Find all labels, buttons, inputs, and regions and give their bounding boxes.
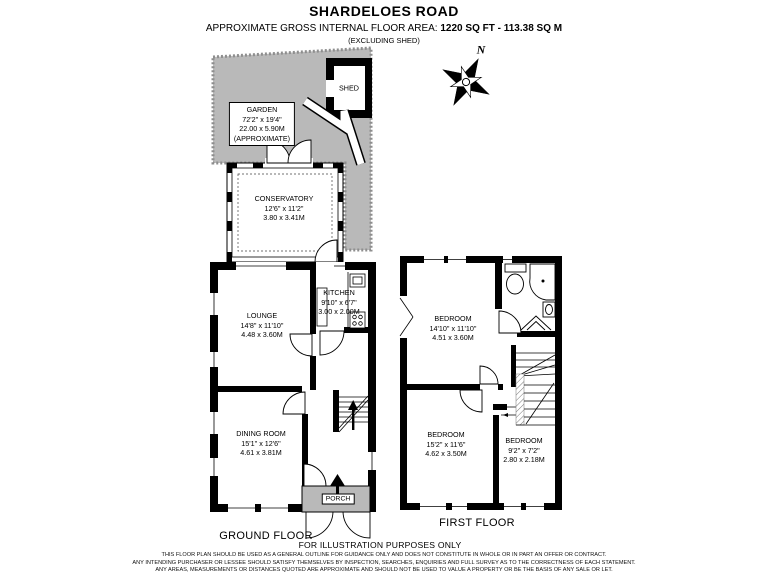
- bath-icon: [530, 264, 555, 300]
- room-name: KITCHEN: [323, 287, 355, 297]
- bedroom1-label: [430, 314, 477, 343]
- ground-floor-label: GROUND FLOOR: [219, 530, 313, 542]
- bedroom3-label: [503, 436, 545, 465]
- kitchen-label: [318, 288, 360, 317]
- room-dims-imperial: 9'2" x 7'2": [508, 445, 540, 455]
- header: [0, 0, 768, 45]
- room-name: BEDROOM: [505, 435, 543, 445]
- room-dims-imperial: 14'10" x 11'10": [429, 323, 477, 333]
- first-floor-structure: [400, 256, 562, 510]
- room-dims-imperial: 12'6" x 11'2": [264, 203, 304, 213]
- room-dims-metric: 4.62 x 3.50M: [425, 448, 467, 458]
- garden-name: GARDEN: [246, 105, 278, 114]
- room-name: BEDROOM: [427, 429, 465, 439]
- room-dims-metric: 4.48 x 3.60M: [241, 329, 283, 339]
- garden-dims-metric: 22.00 x 5.90M: [239, 124, 285, 133]
- floor-area-line: [0, 23, 768, 34]
- room-dims-imperial: 14'8" x 11'10": [240, 320, 284, 330]
- sink-icon: [350, 274, 365, 287]
- garden-dims-imperial: 72'2" x 19'4": [242, 114, 282, 124]
- room-dims-metric: 4.61 x 3.81M: [240, 447, 282, 457]
- illustration-note: FOR ILLUSTRATION PURPOSES ONLY: [298, 540, 462, 550]
- room-dims-imperial: 15'2" x 11'6": [426, 439, 466, 449]
- room-dims-imperial: 9'10" x 6'7": [321, 297, 357, 307]
- room-dims-imperial: 15'1" x 12'6": [241, 438, 281, 448]
- conservatory-label: [255, 194, 314, 223]
- page-title: SHARDELOES ROAD: [309, 3, 459, 19]
- wash-basin-icon: [543, 302, 555, 317]
- garden-note: (APPROXIMATE): [233, 133, 291, 143]
- disclaimer-line-1: THIS FLOOR PLAN SHOULD BE USED AS A GENERAL OUTLINE FOR GUIDANCE ONLY AND DOES NOT CONSTITUTE IN WHOLE OR IN PART AN OFFER OR CONTRACT.: [161, 552, 607, 558]
- room-dims-metric: 3.80 x 3.41M: [263, 212, 305, 222]
- room-dims-metric: 4.51 x 3.60M: [432, 332, 474, 342]
- toilet-icon: [505, 264, 526, 294]
- bedroom2-label: [425, 430, 467, 459]
- room-name: CONSERVATORY: [254, 193, 314, 203]
- compass-north-label: N: [476, 42, 486, 57]
- room-name: LOUNGE: [246, 310, 278, 320]
- room-dims-metric: 3.00 x 2.00M: [318, 306, 360, 316]
- ground-stairs: [339, 396, 368, 432]
- disclaimer-line-3: ANY AREAS, MEASUREMENTS OR DISTANCES QUOTED ARE APPROXIMATE AND SHOULD NOT BE USED TO VALUE A PROPERTY OR BE THE BASIS OF ANY SALE OR LET.: [155, 567, 613, 573]
- floor-area-note: (EXCLUDING SHED): [348, 36, 420, 45]
- disclaimer-line-2: ANY INTENDING PURCHASER OR LESSEE SHOULD SATISFY THEMSELVES BY INSPECTION, SEARCHES, ENQUIRIES AND FULL SURVEY AS TO THE CORRECTNESS OF EACH STATEMENT.: [132, 559, 636, 566]
- room-name: BEDROOM: [434, 313, 472, 323]
- cupboard-icon: [521, 316, 551, 330]
- shed-label: SHED: [339, 83, 359, 93]
- room-dims-metric: 2.80 x 2.18M: [503, 454, 545, 464]
- floor-area-label: APPROXIMATE GROSS INTERNAL FLOOR AREA:: [205, 23, 438, 34]
- lounge-label: [241, 311, 284, 340]
- dining-room-label: [236, 429, 286, 458]
- floor-area-value: 1220 SQ FT - 113.38 SQ M: [440, 23, 563, 34]
- porch-label: PORCH: [322, 494, 355, 505]
- garden-label: [229, 102, 295, 146]
- first-floor-label: FIRST FLOOR: [439, 517, 515, 529]
- compass-rose: [431, 47, 501, 117]
- first-stairs: [516, 345, 555, 425]
- room-name: DINING ROOM: [236, 428, 286, 438]
